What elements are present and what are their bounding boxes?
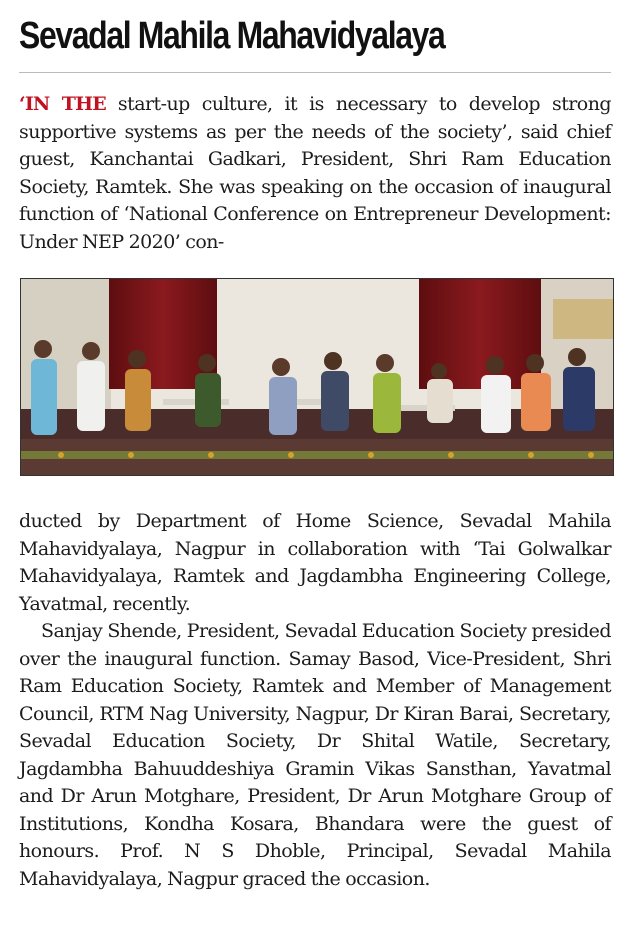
article-paragraph-2 [19, 508, 611, 893]
lead-drop-cap: ‘IN THE [19, 93, 106, 115]
article-paragraph-1 [19, 91, 611, 256]
divider-line [19, 72, 611, 73]
paragraph-2-text: ducted by Department of Home Science, Sevadal Mahila Mahavidyalaya, Nagpur in collaboration with ‘Tai Golwalkar Mahavidyalaya, Ramtek and Jagdambha Engineering College, Yavatmal, recently. [19, 510, 611, 615]
paragraph-1-text: start-up culture, it is necessary to develop strong supportive systems as per the needs of the society’, said chief guest, Kanchantai Gadkari, President, Shri Ram Education Society, Ramtek. She was speaking on the occasion of inaugural function of ‘National Conference on Entrepreneur Development: Under NEP 2020’ con- [19, 93, 611, 253]
article-headline: Sevadal Mahila Mahavidyalaya [19, 15, 445, 57]
paragraph-3-text: Sanjay Shende, President, Sevadal Education Society presided over the inaugural function. Samay Basod, Vice-President, Shri Ram Education Society, Ramtek and Member of Management Council, RTM Nag University, Nagpur, Dr Kiran Barai, Secretary, Sevadal Education Society, Dr Shital Watile, Secretary, Jagdambha Bahuuddeshiya Gramin Vikas Sansthan, Yavatmal and Dr Arun Motghare, President, Dr Arun Motghare Group of Institutions, Kondha Kosara, Bhandara were the guest of honours. Prof. N S Dhoble, Principal, Sevadal Mahila Mahavidyalaya, Nagpur graced the occasion. [19, 620, 611, 890]
event-photo [20, 278, 614, 476]
left-curtain [109, 279, 217, 389]
